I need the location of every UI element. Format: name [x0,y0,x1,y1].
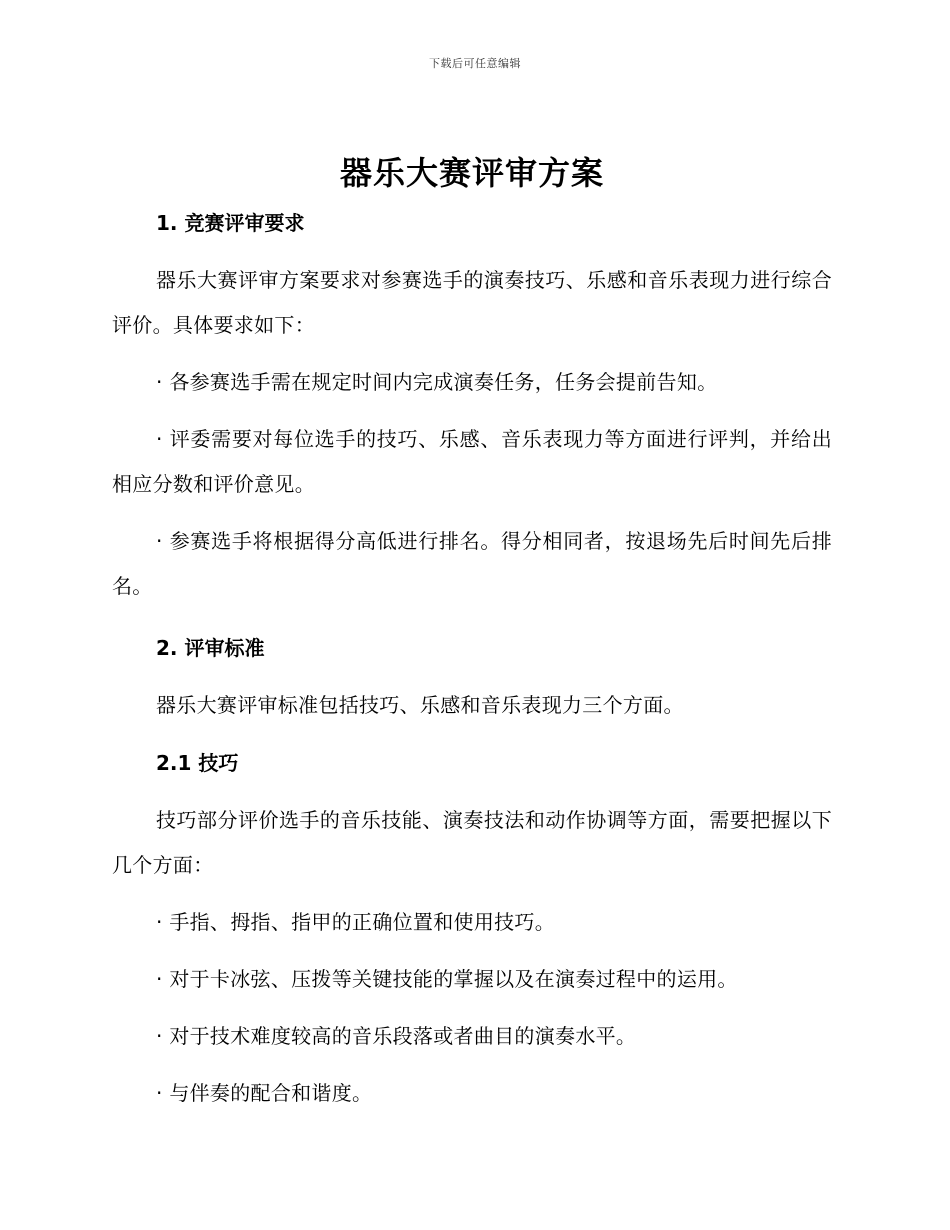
section-2-heading: 2. 评审标准 [156,636,265,660]
section-2-1-bullet-3: · 对于技术难度较高的音乐段落或者曲目的演奏水平。 [156,1024,637,1048]
section-1-bullet-2: · 评委需要对每位选手的技巧、乐感、音乐表现力等方面进行评判，并给出相应分数和评价意见。 [112,427,832,496]
section-2-1-heading: 2.1 技巧 [156,751,239,775]
section-1-bullet-1: · 各参赛选手需在规定时间内完成演奏任务，任务会提前告知。 [156,370,718,394]
section-2-1-bullet-1: · 手指、拇指、指甲的正确位置和使用技巧。 [156,910,556,934]
section-1-intro: 器乐大赛评审方案要求对参赛选手的演奏技巧、乐感和音乐表现力进行综合评价。具体要求如下： [112,268,832,337]
section-2-1-bullet-2: · 对于卡冰弦、压拨等关键技能的掌握以及在演奏过程中的运用。 [156,967,738,991]
header-note: 下载后可任意编辑 [429,57,521,70]
section-2-intro: 器乐大赛评审标准包括技巧、乐感和音乐表现力三个方面。 [156,693,684,717]
section-2-1-bullet-4: · 与伴奏的配合和谐度。 [156,1081,373,1105]
section-1-bullet-3: · 参赛选手将根据得分高低进行排名。得分相同者，按退场先后时间先后排名。 [112,529,832,598]
section-2-1-intro: 技巧部分评价选手的音乐技能、演奏技法和动作协调等方面，需要把握以下几个方面： [112,808,832,877]
section-1-heading: 1. 竞赛评审要求 [156,211,305,235]
document-body [112,148,832,1116]
document-title: 器乐大赛评审方案 [339,154,604,192]
